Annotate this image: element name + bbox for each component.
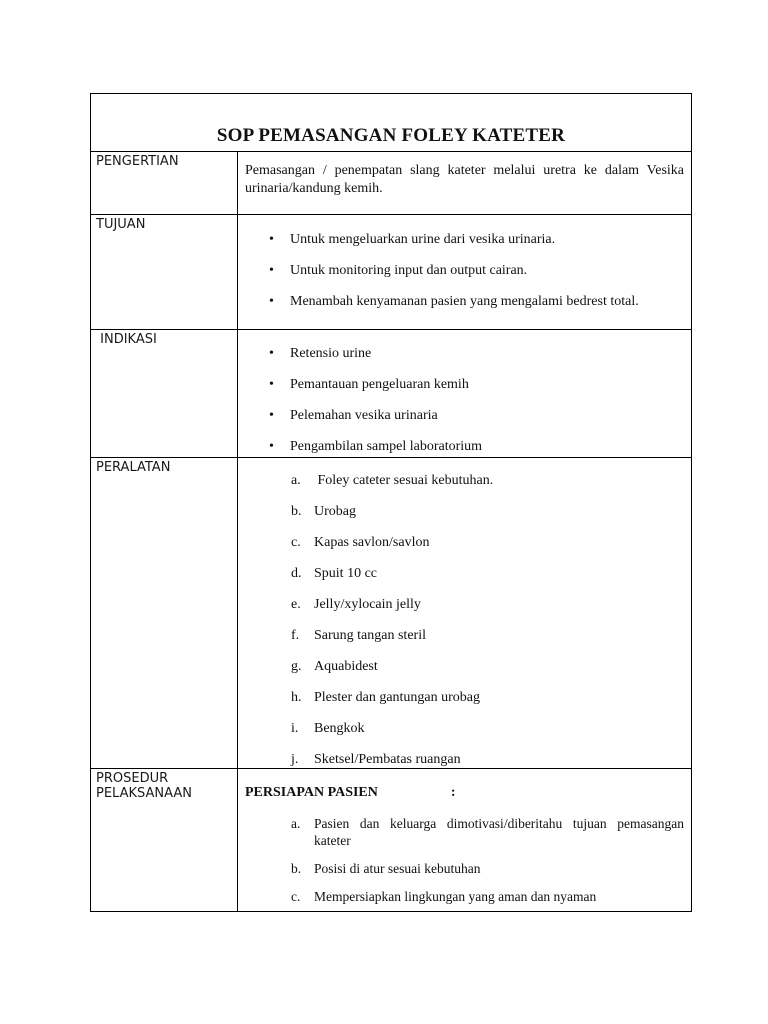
list-item: • Menambah kenyamanan pasien yang mengalami bedrest total. <box>269 294 639 309</box>
section-heading <box>245 784 684 801</box>
persiapan-list <box>245 815 684 905</box>
peralatan-list <box>245 472 684 768</box>
list-item: • Pengambilan sampel laboratorium <box>269 439 483 454</box>
document-title: SOP PEMASANGAN FOLEY KATETER <box>216 125 566 146</box>
content-indikasi <box>238 330 691 457</box>
label-peralatan: PERALATAN <box>91 458 238 768</box>
row-indikasi <box>91 330 691 458</box>
bullet-icon: • <box>269 263 274 278</box>
content-prosedur <box>238 769 691 911</box>
label-prosedur <box>91 769 238 911</box>
bullet-icon: • <box>269 346 274 361</box>
list-item: c. Mempersiapkan lingkungan yang aman dan nyaman <box>291 889 597 904</box>
bullet-icon: • <box>269 439 274 454</box>
list-item: a. Pasien dan keluarga dimotivasi/diberitahu tujuan pemasangan kateter <box>291 816 684 848</box>
bullet-icon: • <box>269 408 274 423</box>
list-item: b. Urobag <box>291 504 356 519</box>
list-item: • Pemantauan pengeluaran kemih <box>269 377 469 392</box>
list-item: g. Aquabidest <box>291 659 378 674</box>
list-item: • Untuk mengeluarkan urine dari vesika urinaria. <box>269 232 556 247</box>
heading-colon: : <box>450 785 456 800</box>
list-item: f. Sarung tangan steril <box>291 628 426 643</box>
bullet-icon: • <box>269 232 274 247</box>
list-item: d. Spuit 10 cc <box>291 566 377 581</box>
row-peralatan <box>91 458 691 769</box>
row-tujuan <box>91 215 691 330</box>
label-prosedur-line2: PELAKSANAAN <box>96 786 192 801</box>
label-indikasi: INDIKASI <box>91 330 238 457</box>
list-item: h. Plester dan gantungan urobag <box>291 690 481 705</box>
row-prosedur <box>91 769 691 911</box>
label-pengertian: PENGERTIAN <box>91 152 238 214</box>
content-pengertian <box>238 152 691 214</box>
row-pengertian <box>91 152 691 215</box>
bullet-icon: • <box>269 377 274 392</box>
sop-document <box>90 93 692 912</box>
list-item: b. Posisi di atur sesuai kebutuhan <box>291 861 481 876</box>
persiapan-pasien-heading: PERSIAPAN PASIEN <box>245 785 378 800</box>
bullet-icon: • <box>269 294 274 309</box>
content-tujuan <box>238 215 691 329</box>
list-item: • Untuk monitoring input dan output cairan. <box>269 263 528 278</box>
pengertian-text: Pemasangan / penempatan slang kateter melalui uretra ke dalam Vesika urinaria/kandung kemih. <box>245 163 684 196</box>
list-item: • Retensio urine <box>269 346 372 361</box>
list-item: • Pelemahan vesika urinaria <box>269 408 438 423</box>
list-item: i. Bengkok <box>291 721 365 736</box>
list-item: j. Sketsel/Pembatas ruangan <box>291 752 461 767</box>
title-row <box>91 94 691 152</box>
list-item: a. Foley cateter sesuai kebutuhan. <box>291 473 494 488</box>
label-tujuan: TUJUAN <box>91 215 238 329</box>
label-prosedur-line1: PROSEDUR <box>96 771 169 786</box>
list-item: e. Jelly/xylocain jelly <box>291 597 421 612</box>
content-peralatan <box>238 458 691 768</box>
tujuan-list <box>245 231 684 310</box>
indikasi-list <box>245 345 684 455</box>
list-item: c. Kapas savlon/savlon <box>291 535 430 550</box>
